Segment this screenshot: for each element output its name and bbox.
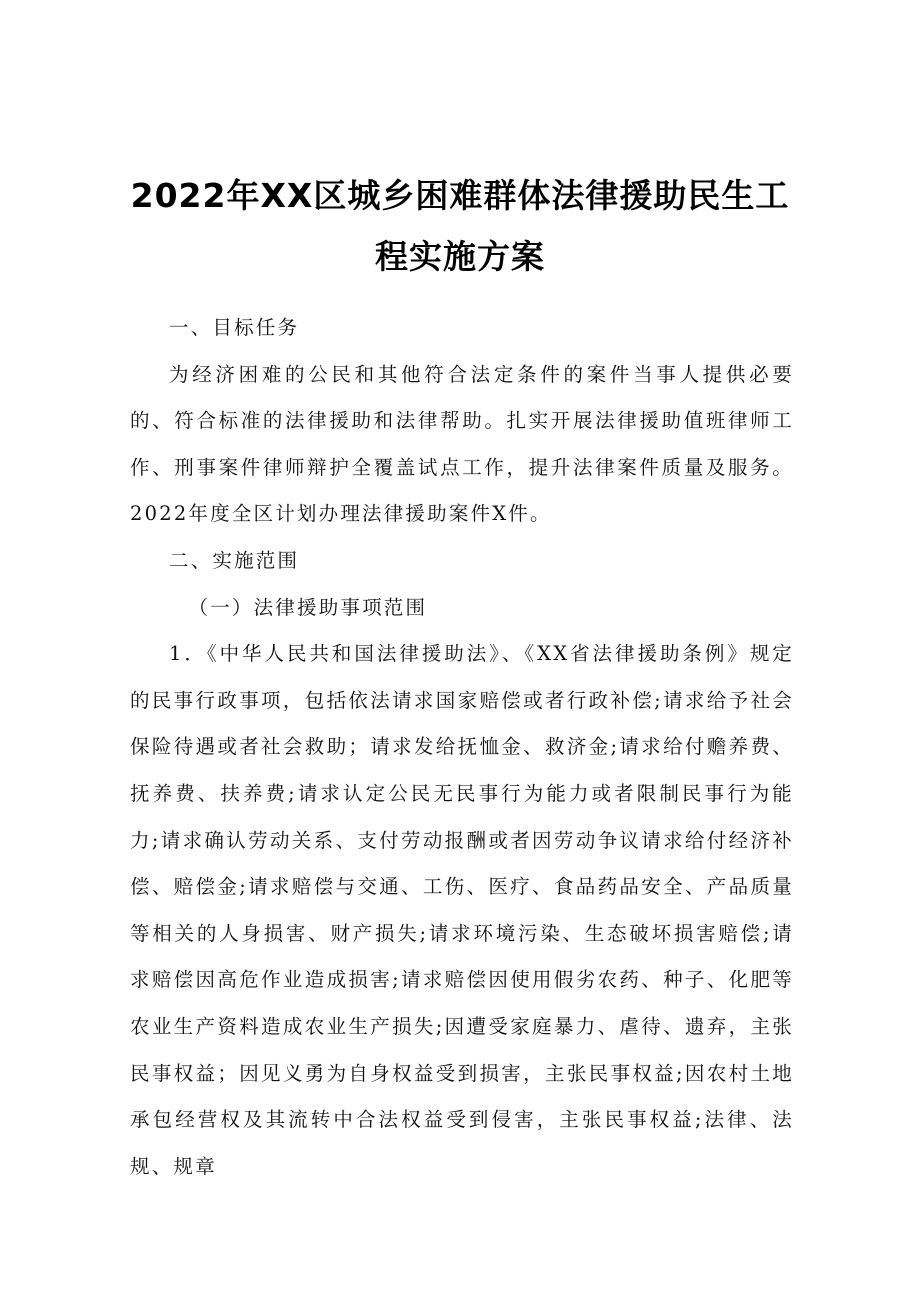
document-body (130, 305, 794, 1190)
document-title-line-2: 程实施方案 (375, 237, 545, 276)
section-heading-scope: 二、实施范围 (169, 548, 300, 572)
document-title-line-1: 2022年XX区城乡困难群体法律援助民生工 (130, 176, 790, 215)
paragraph-goals: 为经济困难的公民和其他符合法定条件的案件当事人提供必要的、符合标准的法律援助和法律帮助。扎实开展法律援助值班律师工作、刑事案件律师辩护全覆盖试点工作，提升法律案件质量及服务。2022年度全区计划办理法律援助案件X件。 (130, 362, 794, 526)
section-heading-goals: 一、目标任务 (169, 316, 300, 339)
subsection-heading-legal-aid-scope: （一）法律援助事项范围 (188, 595, 428, 619)
paragraph-legal-aid-matters: 1．《中华人民共和国法律援助法》、《XX省法律援助条例》规定的民事行政事项，包括依法请求国家赔偿或者行政补偿;请求给予社会保险待遇或者社会救助；请求发给抚恤金、救济金;请求给付赡养费、抚养费、扶养费;请求认定公民无民事行为能力或者限制民事行为能力;请求确认劳动关系、支付劳动报酬或者因劳动争议请求给付经济补偿、赔偿金;请求赔偿与交通、工伤、医疗、食品药品安全、产品质量等相关的人身损害、财产损失;请求环境污染、生态破坏损害赔偿;请求赔偿因高危作业造成损害;请求赔偿因使用假劣农药、种子、化肥等农业生产资料造成农业生产损失;因遭受家庭暴力、虐待、遗弃，主张民事权益；因见义勇为自身权益受到损害，主张民事权益;因农村土地承包经营权及其流转中合法权益受到侵害，主张民事权益;法律、法规、规章 (130, 642, 794, 1178)
